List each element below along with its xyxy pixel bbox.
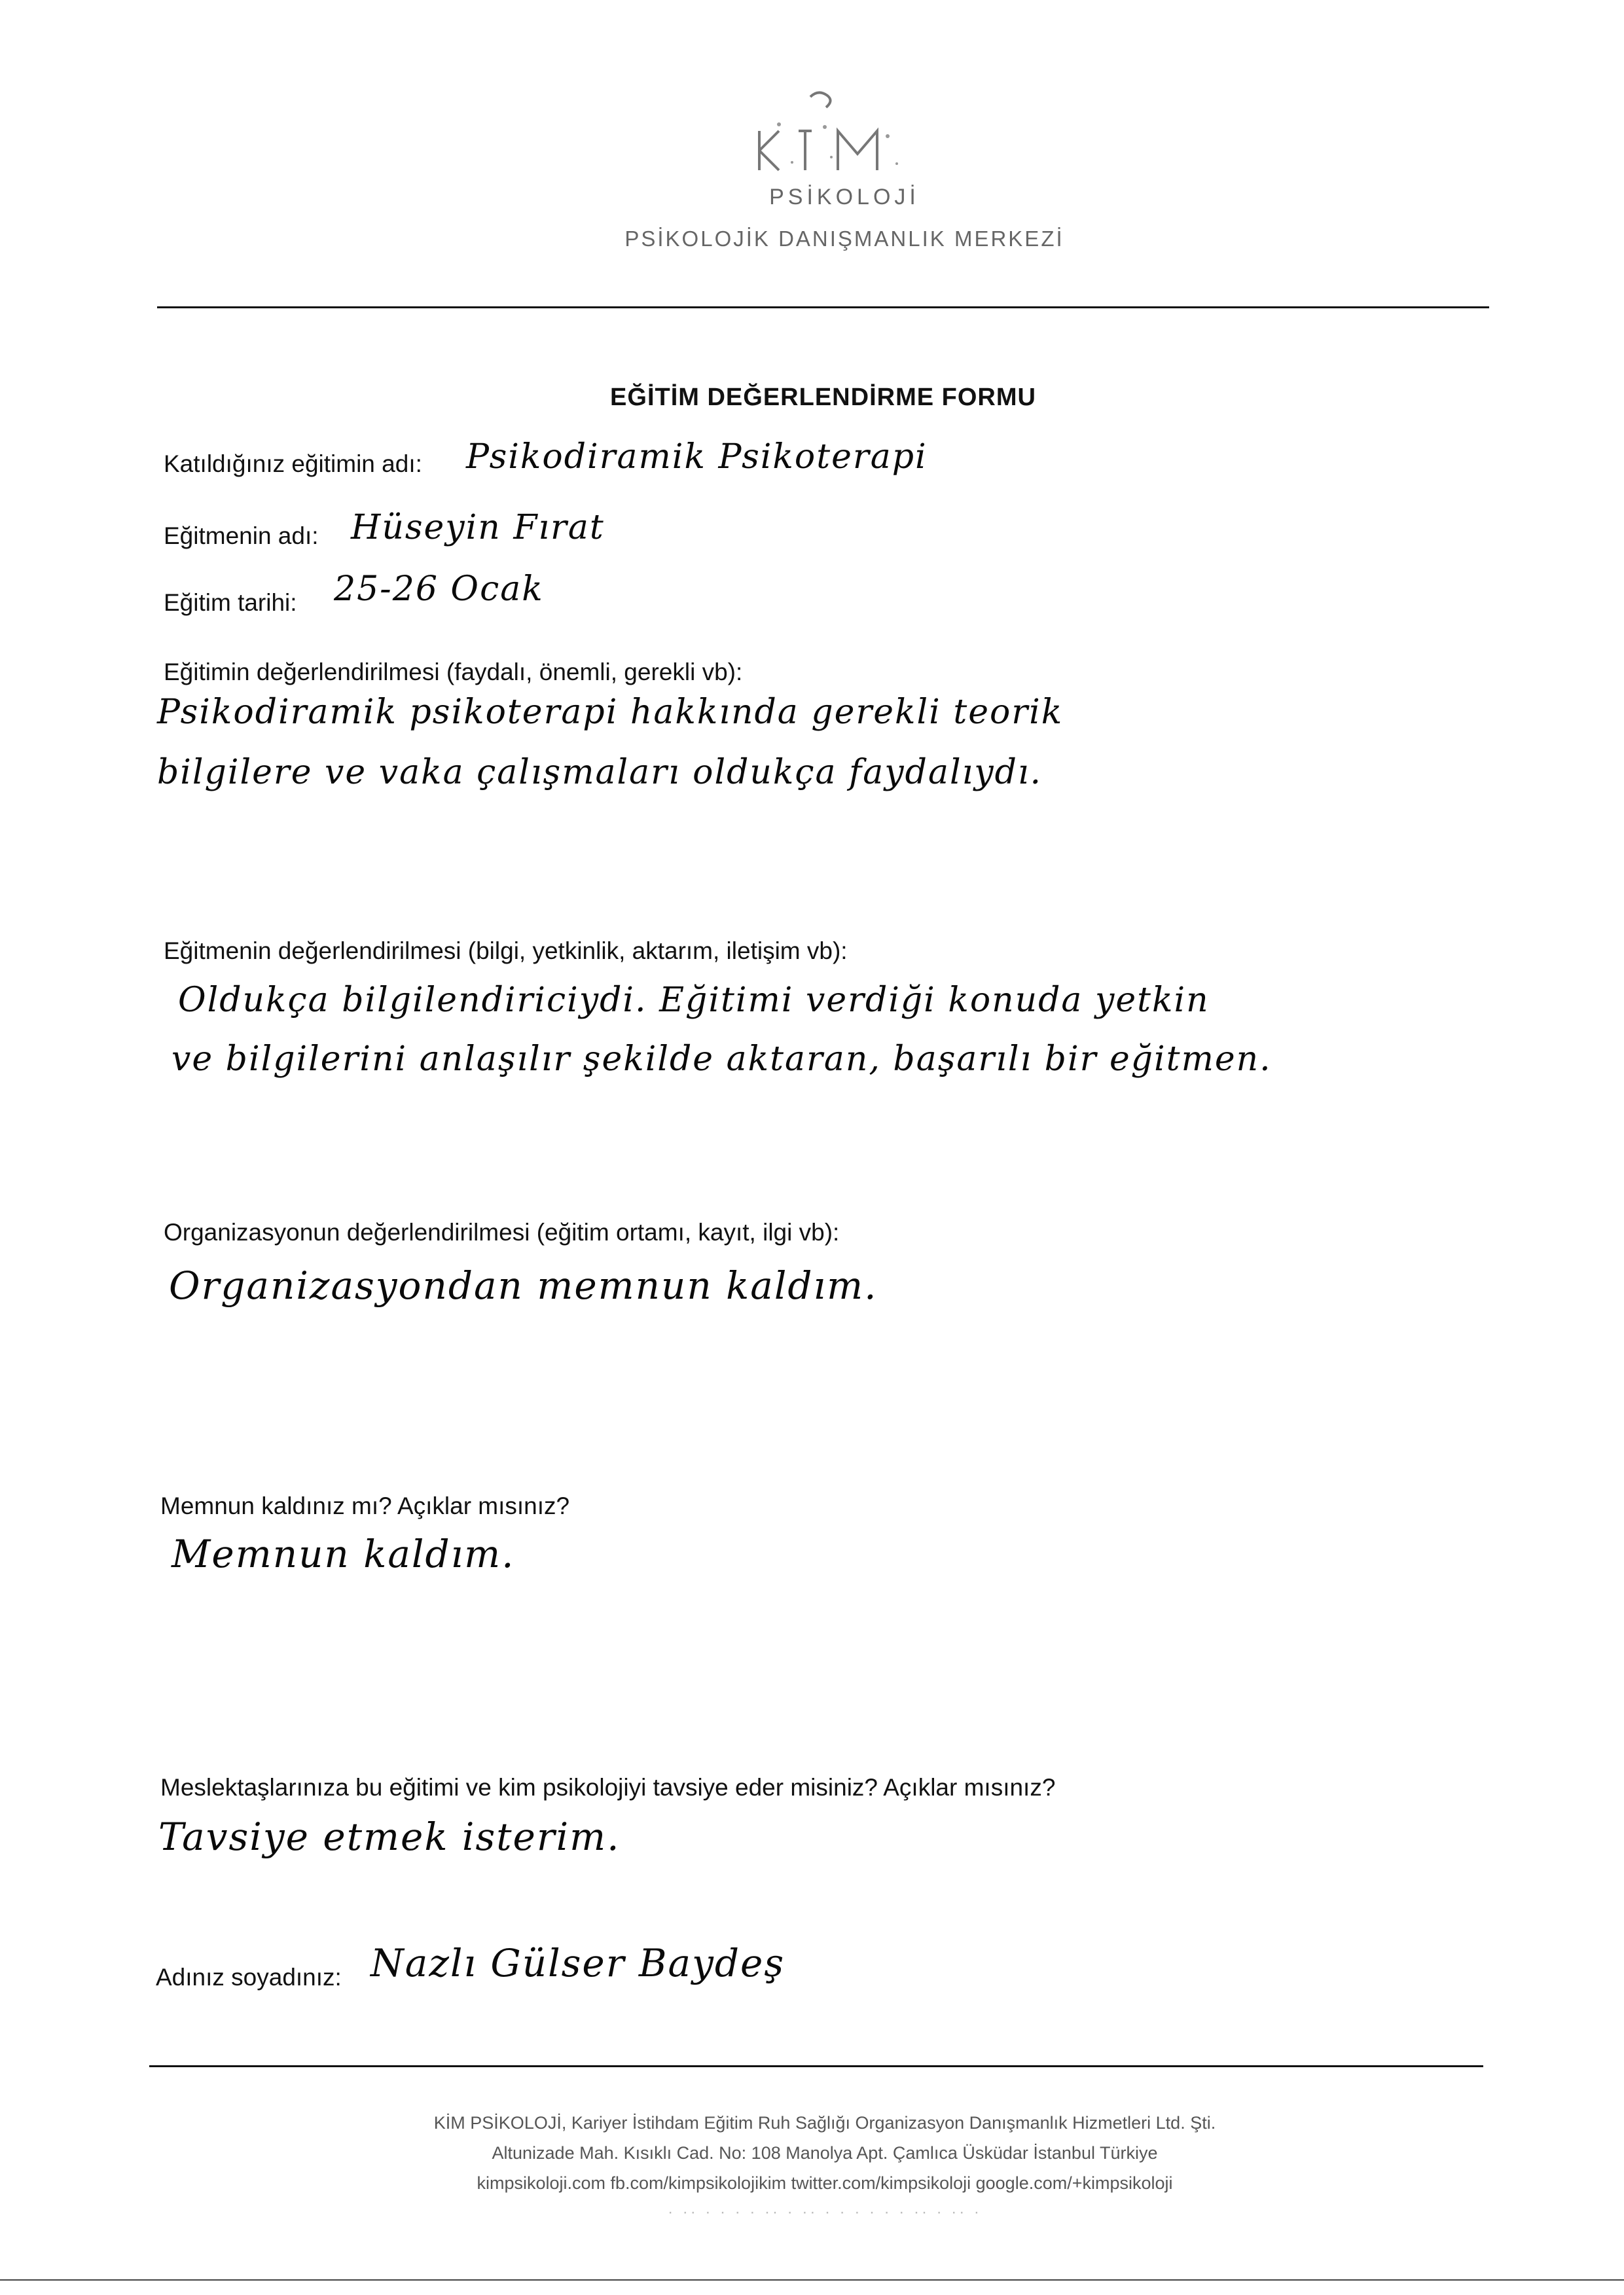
organization-eval-label: Organizasyonun değerlendirilmesi (eğitim ortamı, kayıt, ilgi vb):: [164, 1219, 840, 1246]
footer-company: KİM PSİKOLOJİ, Kariyer İstihdam Eğitim Ruh Sağlığı Organizasyon Danışmanlık Hizmetleri Ltd. Şti.: [433, 2113, 1216, 2133]
training-name-value[interactable]: Psikodiramik Psikoterapi: [466, 437, 928, 477]
footer-links: kimpsikoloji.com fb.com/kimpsikolojikim twitter.com/kimpsikoloji google.com/+kimpsikoloji: [477, 2173, 1173, 2193]
satisfaction-line-1[interactable]: Memnun kaldım.: [171, 1532, 515, 1576]
recommend-label: Meslektaşlarınıza bu eğitimi ve kim psikolojiyi tavsiye eder misiniz? Açıklar mısınız?: [160, 1774, 1056, 1801]
training-date-value[interactable]: 25-26 Ocak: [334, 569, 544, 609]
training-eval-label: Eğitimin değerlendirilmesi (faydalı, önemli, gerekli vb):: [164, 659, 743, 685]
full-name-value[interactable]: Nazlı Gülser Baydeş: [370, 1941, 785, 1985]
training-name-label: Katıldığınız eğitimin adı:: [164, 450, 422, 477]
trainer-name-label: Eğitmenin adı:: [164, 522, 319, 549]
form-title: EĞİTİM DEĞERLENDİRME FORMU: [610, 384, 1036, 411]
brand-subtitle: PSİKOLOJİK DANIŞMANLIK MERKEZİ: [624, 226, 1064, 251]
footer-address: Altunizade Mah. Kısıklı Cad. No: 108 Manolya Apt. Çamlıca Üsküdar İstanbul Türkiye: [492, 2143, 1158, 2163]
satisfaction-label: Memnun kaldınız mı? Açıklar mısınız?: [160, 1492, 570, 1519]
trainer-eval-label: Eğitmenin değerlendirilmesi (bilgi, yetkinlik, aktarım, iletişim vb):: [164, 937, 848, 964]
recommend-line-1[interactable]: Tavsiye etmek isterim.: [158, 1815, 621, 1859]
trainer-eval-line-1[interactable]: Oldukça bilgilendiriciydi. Eğitimi verdiği konuda yetkin: [178, 981, 1210, 1020]
page-bottom-edge: [0, 2279, 1624, 2281]
organization-eval-line-1[interactable]: Organizasyondan memnun kaldım.: [169, 1263, 878, 1308]
full-name-label: Adınız soyadınız:: [156, 1964, 342, 1991]
trainer-eval-line-2[interactable]: ve bilgilerini anlaşılır şekilde aktaran, başarılı bir eğitmen.: [171, 1039, 1272, 1079]
training-eval-line-1[interactable]: Psikodiramik psikoterapi hakkında gerekli teorik: [157, 693, 1064, 732]
trainer-name-value[interactable]: Hüseyin Fırat: [351, 508, 605, 547]
training-eval-line-2[interactable]: bilgilere ve vaka çalışmaları oldukça faydalıydı.: [157, 753, 1043, 792]
kim-logo-icon: [733, 85, 916, 183]
footer-divider: [149, 2065, 1483, 2067]
footer-faint-line: · ·· · · · · ·· · ·· · · · · · · ·· · ·· ·: [668, 2203, 982, 2221]
brand-name: PSİKOLOJİ: [769, 185, 920, 209]
training-date-label: Eğitim tarihi:: [164, 589, 297, 616]
header-divider: [157, 306, 1489, 308]
